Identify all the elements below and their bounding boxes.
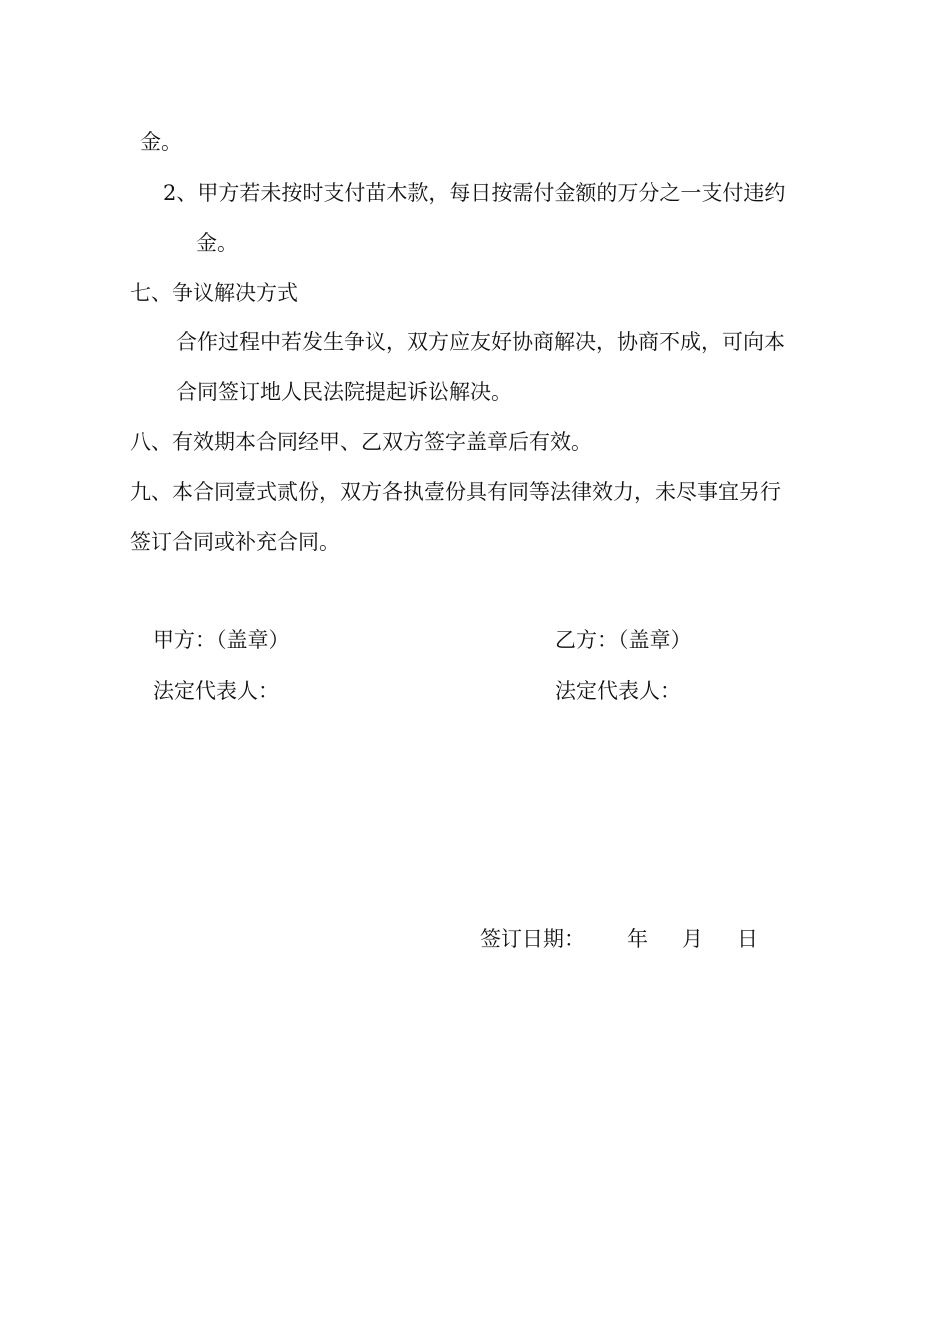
party-a-seal: 甲方：（盖章）	[153, 628, 290, 652]
signing-date-year: 年	[627, 927, 648, 951]
text-line: 金。	[196, 231, 238, 255]
signing-date-day: 日	[737, 927, 758, 951]
text-line: 签订合同或补充合同。	[130, 530, 340, 554]
section-heading: 七、争议解决方式	[130, 281, 298, 305]
text-line: 合作过程中若发生争议，双方应友好协商解决，协商不成，可向本	[176, 330, 785, 354]
signing-date-label: 签订日期：	[480, 927, 585, 951]
text-line: 九、本合同壹式贰份，双方各执壹份具有同等法律效力，未尽事宜另行	[130, 480, 781, 504]
signing-date	[480, 925, 758, 953]
text-line: 金。	[140, 130, 182, 154]
text-line: 八、有效期本合同经甲、乙双方签字盖章后有效。	[130, 430, 592, 454]
party-b-representative: 法定代表人：	[555, 679, 681, 703]
party-b-seal: 乙方：（盖章）	[555, 628, 692, 652]
text-line: 2、甲方若未按时支付苗木款，每日按需付金额的万分之一支付违约	[163, 181, 786, 205]
signing-date-month: 月	[682, 927, 703, 951]
party-a-representative: 法定代表人：	[153, 679, 279, 703]
text-line: 合同签订地人民法院提起诉讼解决。	[176, 380, 512, 404]
